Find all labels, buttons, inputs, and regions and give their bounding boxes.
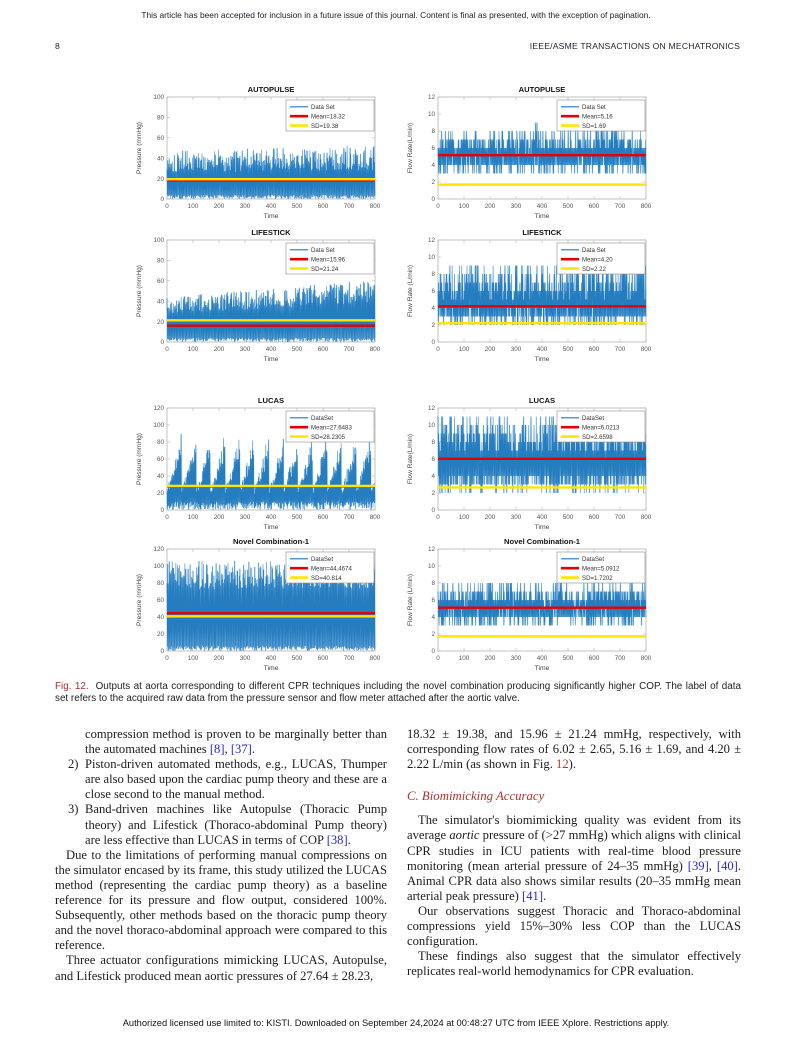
svg-text:10: 10 bbox=[427, 563, 435, 571]
svg-text:200: 200 bbox=[213, 655, 225, 662]
legend-entry: DataSet bbox=[582, 556, 605, 563]
list-item: compression method is proven to be marginally better than the automated machines [8], [37]. bbox=[85, 727, 387, 757]
svg-text:600: 600 bbox=[588, 203, 600, 210]
legend-entry: Mean=44.4674 bbox=[311, 565, 352, 573]
svg-text:800: 800 bbox=[640, 655, 652, 662]
svg-text:500: 500 bbox=[291, 514, 303, 521]
chart-title: LUCAS bbox=[528, 396, 556, 405]
chart-autopulse-pressure bbox=[132, 83, 382, 233]
svg-text:2: 2 bbox=[431, 179, 435, 187]
svg-text:200: 200 bbox=[484, 514, 496, 521]
svg-text:300: 300 bbox=[510, 655, 522, 662]
paragraph: 18.32 ± 19.38, and 15.96 ± 21.24 mmHg, respectively, with corresponding flow rates of 6.02 ± 2.65, 5.16 ± 1.69, and 4.20 ± 2.22 L/min (as shown in Fig. 12). bbox=[407, 727, 741, 772]
svg-text:80: 80 bbox=[156, 114, 164, 122]
svg-text:500: 500 bbox=[291, 655, 303, 662]
svg-text:0: 0 bbox=[436, 514, 440, 521]
svg-text:8: 8 bbox=[431, 580, 435, 588]
chart-lifestick-flow bbox=[403, 226, 653, 376]
page-number: 8 bbox=[55, 41, 60, 51]
x-axis-label: Time bbox=[263, 665, 279, 672]
svg-text:0: 0 bbox=[165, 655, 169, 662]
svg-text:400: 400 bbox=[265, 203, 277, 210]
svg-text:700: 700 bbox=[343, 514, 355, 521]
body-left-column bbox=[55, 727, 387, 984]
svg-text:12: 12 bbox=[427, 94, 435, 102]
x-axis-label: Time bbox=[534, 356, 550, 363]
legend-entry: Data Set bbox=[582, 104, 606, 111]
svg-text:12: 12 bbox=[427, 546, 435, 554]
acceptance-notice: This article has been accepted for inclusion in a future issue of this journal. Content is final as presented, with the exception of pagination. bbox=[141, 10, 651, 20]
chart-title: Novel Combination-1 bbox=[233, 537, 309, 546]
svg-text:12: 12 bbox=[427, 405, 435, 413]
svg-text:0: 0 bbox=[431, 507, 435, 515]
svg-text:100: 100 bbox=[187, 514, 199, 521]
svg-text:400: 400 bbox=[536, 514, 548, 521]
y-axis-label: Pressure (mmHg) bbox=[136, 432, 143, 486]
svg-text:600: 600 bbox=[317, 655, 329, 662]
x-axis-label: Time bbox=[263, 213, 279, 220]
svg-text:500: 500 bbox=[291, 203, 303, 210]
x-axis-label: Time bbox=[534, 665, 550, 672]
svg-text:60: 60 bbox=[156, 278, 164, 285]
legend-entry: Mean=5.16 bbox=[582, 113, 613, 121]
svg-text:0: 0 bbox=[160, 196, 164, 204]
legend-entry: DataSet bbox=[311, 415, 334, 422]
y-axis-label: Flow Rate(L/min) bbox=[407, 433, 414, 485]
svg-text:6: 6 bbox=[431, 145, 435, 153]
svg-text:80: 80 bbox=[156, 580, 164, 588]
svg-text:700: 700 bbox=[614, 655, 626, 662]
legend-entry: DataSet bbox=[311, 556, 334, 563]
citation-link[interactable]: [40] bbox=[716, 858, 738, 873]
svg-text:10: 10 bbox=[427, 111, 435, 119]
y-axis-label: Pressure (mmHg) bbox=[136, 121, 143, 175]
svg-text:4: 4 bbox=[431, 473, 435, 481]
svg-text:2: 2 bbox=[431, 631, 435, 639]
svg-text:40: 40 bbox=[156, 155, 164, 163]
paragraph: Three actuator configurations mimicking LUCAS, Autopulse, and Lifestick produced mean aortic pressures of 27.64 ± 28.23, bbox=[55, 953, 387, 983]
svg-text:400: 400 bbox=[265, 514, 277, 521]
svg-text:300: 300 bbox=[239, 514, 251, 521]
svg-text:20: 20 bbox=[156, 318, 164, 326]
svg-text:0: 0 bbox=[165, 346, 169, 353]
svg-text:800: 800 bbox=[640, 514, 652, 521]
citation-link[interactable]: [41] bbox=[522, 888, 544, 903]
legend-entry: SD=2.6598 bbox=[582, 433, 613, 441]
legend-entry: SD=2.22 bbox=[582, 265, 606, 273]
legend-entry: DataSet bbox=[582, 415, 605, 422]
legend-entry: SD=1.69 bbox=[582, 122, 606, 130]
svg-text:300: 300 bbox=[239, 346, 251, 353]
svg-text:20: 20 bbox=[156, 175, 164, 183]
svg-text:100: 100 bbox=[187, 655, 199, 662]
svg-text:800: 800 bbox=[640, 203, 652, 210]
chart-title: LUCAS bbox=[257, 396, 285, 405]
chart-title: LIFESTICK bbox=[251, 228, 291, 237]
svg-text:400: 400 bbox=[265, 655, 277, 662]
svg-text:600: 600 bbox=[588, 346, 600, 353]
svg-text:20: 20 bbox=[156, 490, 164, 498]
svg-text:200: 200 bbox=[484, 346, 496, 353]
citation-link[interactable]: [38] bbox=[326, 832, 348, 847]
svg-text:400: 400 bbox=[265, 346, 277, 353]
list-number: 2) bbox=[68, 757, 79, 772]
legend-entry: Mean=6.0213 bbox=[582, 424, 620, 432]
svg-text:800: 800 bbox=[369, 203, 381, 210]
legend-entry: Data Set bbox=[311, 104, 335, 111]
svg-text:0: 0 bbox=[431, 196, 435, 204]
list-item: 3) Band-driven machines like Autopulse (Thoracic Pump theory) and Lifestick (Thoraco-abdominal Pump theory) are less effective than LUCAS in terms of COP [38]. bbox=[68, 802, 387, 847]
svg-text:700: 700 bbox=[614, 514, 626, 521]
legend-entry: Mean=15.96 bbox=[311, 256, 346, 264]
svg-text:200: 200 bbox=[213, 203, 225, 210]
legend-entry: Data Set bbox=[311, 247, 335, 254]
svg-text:0: 0 bbox=[436, 203, 440, 210]
svg-text:8: 8 bbox=[431, 128, 435, 136]
y-axis-label: Flow Rate(L/min) bbox=[407, 122, 414, 174]
svg-text:500: 500 bbox=[291, 346, 303, 353]
svg-text:6: 6 bbox=[431, 288, 435, 296]
citation-link[interactable]: [37] bbox=[230, 742, 252, 757]
x-axis-label: Time bbox=[263, 356, 279, 363]
svg-text:80: 80 bbox=[156, 439, 164, 447]
x-axis-label: Time bbox=[534, 524, 550, 531]
svg-text:600: 600 bbox=[588, 655, 600, 662]
legend-entry: Mean=18.32 bbox=[311, 113, 346, 121]
chart-lucas-flow bbox=[403, 394, 653, 544]
svg-text:60: 60 bbox=[156, 597, 164, 605]
svg-text:300: 300 bbox=[510, 514, 522, 521]
y-axis-label: Pressure (mmHg) bbox=[136, 573, 143, 627]
svg-text:2: 2 bbox=[431, 322, 435, 330]
citation-link[interactable]: [39] bbox=[687, 858, 709, 873]
svg-text:100: 100 bbox=[458, 346, 470, 353]
paragraph: Due to the limitations of performing manual compressions on the simulator encased by its frame, this study utilized the LUCAS method (representing the cardiac pump theory) as a baseline reference for its pressure and flow output, considered 100%. Subsequently, other methods based on the thoracic pump theory and the novel thoraco-abdominal approach were compared to this reference. bbox=[55, 847, 387, 953]
chart-title: Novel Combination-1 bbox=[504, 537, 580, 546]
legend-entry: Mean=27.6483 bbox=[311, 424, 352, 432]
chart-title: AUTOPULSE bbox=[518, 85, 566, 94]
svg-text:700: 700 bbox=[614, 346, 626, 353]
paragraph: Our observations suggest Thoracic and Thoraco-abdominal compressions yield 15%–30% less COP than the LUCAS configuration. bbox=[407, 903, 741, 949]
svg-text:600: 600 bbox=[317, 203, 329, 210]
paragraph: The simulator's biomimicking quality was evident from its average aortic pressure of (>27 mmHg) which aligns with clinical CPR studies in ICU patients with real-time blood pressure monitoring (mean arterial pressure of 24–35 mmHg) [39], [40]. Animal CPR data also shows similar results (20–35 mmHg mean arterial peak pressure) [41]. bbox=[407, 813, 742, 903]
list-number: 3) bbox=[68, 802, 79, 817]
svg-text:100: 100 bbox=[458, 514, 470, 521]
svg-text:100: 100 bbox=[153, 237, 164, 245]
svg-text:100: 100 bbox=[458, 655, 470, 662]
svg-text:400: 400 bbox=[536, 655, 548, 662]
svg-text:10: 10 bbox=[427, 254, 435, 262]
license-footer: Authorized licensed use limited to: KISTI. Downloaded on September 24,2024 at 00:48:27 UTC from IEEE Xplore. Restrictions apply. bbox=[122, 1018, 670, 1028]
svg-text:40: 40 bbox=[156, 298, 164, 306]
svg-text:0: 0 bbox=[160, 648, 164, 656]
y-axis-label: Flow Rate (L/min) bbox=[407, 264, 414, 318]
svg-text:2: 2 bbox=[431, 490, 435, 498]
svg-text:200: 200 bbox=[213, 346, 225, 353]
svg-text:80: 80 bbox=[156, 257, 164, 265]
svg-text:600: 600 bbox=[317, 346, 329, 353]
y-axis-label: Pressure (mmHg) bbox=[136, 264, 143, 318]
svg-text:4: 4 bbox=[431, 162, 435, 170]
svg-text:100: 100 bbox=[458, 203, 470, 210]
svg-text:60: 60 bbox=[156, 456, 164, 464]
legend-entry: SD=1.7202 bbox=[582, 574, 613, 582]
svg-text:100: 100 bbox=[153, 94, 164, 102]
svg-text:300: 300 bbox=[510, 203, 522, 210]
svg-text:20: 20 bbox=[156, 631, 164, 639]
legend-entry: SD=28.2305 bbox=[311, 433, 346, 441]
svg-text:0: 0 bbox=[436, 346, 440, 353]
chart-novel-combination-1-pressure bbox=[132, 535, 382, 685]
svg-text:120: 120 bbox=[153, 405, 164, 413]
list-item: 2) Piston-driven automated methods, e.g., LUCAS, Thumper are also based upon the cardiac pump theory and these are a close second to the manual method. bbox=[68, 757, 387, 802]
chart-lucas-pressure bbox=[132, 394, 382, 544]
svg-text:300: 300 bbox=[510, 346, 522, 353]
svg-text:200: 200 bbox=[484, 203, 496, 210]
figure-caption-label: Fig. 12. bbox=[55, 681, 89, 692]
svg-text:100: 100 bbox=[187, 346, 199, 353]
svg-text:8: 8 bbox=[431, 271, 435, 279]
svg-text:300: 300 bbox=[239, 655, 251, 662]
svg-text:800: 800 bbox=[369, 346, 381, 353]
svg-text:300: 300 bbox=[239, 203, 251, 210]
figure-reference[interactable]: 12 bbox=[556, 757, 569, 772]
body-right-column bbox=[407, 727, 741, 979]
svg-text:0: 0 bbox=[165, 514, 169, 521]
legend-entry: Mean=5.0912 bbox=[582, 565, 620, 573]
svg-text:500: 500 bbox=[562, 203, 574, 210]
svg-text:700: 700 bbox=[343, 203, 355, 210]
svg-text:6: 6 bbox=[431, 597, 435, 605]
legend-entry: SD=21.24 bbox=[311, 265, 339, 273]
svg-text:40: 40 bbox=[156, 614, 164, 622]
section-heading: C. Biomimicking Accuracy bbox=[407, 789, 545, 804]
paragraph: These findings also suggest that the simulator effectively replicates real-world hemodynamics for CPR evaluation. bbox=[407, 949, 741, 979]
svg-text:800: 800 bbox=[640, 346, 652, 353]
svg-text:200: 200 bbox=[213, 514, 225, 521]
svg-text:10: 10 bbox=[427, 422, 435, 430]
svg-text:60: 60 bbox=[156, 135, 164, 142]
svg-text:0: 0 bbox=[431, 648, 435, 656]
svg-text:500: 500 bbox=[562, 514, 574, 521]
svg-text:8: 8 bbox=[431, 439, 435, 447]
svg-text:600: 600 bbox=[588, 514, 600, 521]
svg-text:700: 700 bbox=[343, 346, 355, 353]
x-axis-label: Time bbox=[534, 213, 550, 220]
chart-title: AUTOPULSE bbox=[247, 85, 295, 94]
svg-text:4: 4 bbox=[431, 614, 435, 622]
svg-text:700: 700 bbox=[343, 655, 355, 662]
svg-text:100: 100 bbox=[187, 203, 199, 210]
journal-title: IEEE/ASME TRANSACTIONS ON MECHATRONICS bbox=[529, 41, 740, 51]
chart-title: LIFESTICK bbox=[522, 228, 562, 237]
x-axis-label: Time bbox=[263, 524, 279, 531]
legend-entry: Mean=4.20 bbox=[582, 256, 613, 264]
svg-text:6: 6 bbox=[431, 456, 435, 464]
svg-text:500: 500 bbox=[562, 655, 574, 662]
chart-autopulse-flow bbox=[403, 83, 653, 233]
svg-text:400: 400 bbox=[536, 346, 548, 353]
svg-text:700: 700 bbox=[614, 203, 626, 210]
figure-caption-text: Outputs at aorta corresponding to different CPR techniques including the novel combination producing significantly higher COP. The label of data set refers to the acquired raw data from the pressure sensor and flow meter attached after the aortic valve. bbox=[55, 681, 741, 704]
svg-text:0: 0 bbox=[160, 339, 164, 347]
svg-text:800: 800 bbox=[369, 655, 381, 662]
figure-caption bbox=[55, 681, 741, 704]
svg-text:400: 400 bbox=[536, 203, 548, 210]
svg-text:0: 0 bbox=[431, 339, 435, 347]
legend-entry: SD=40.814 bbox=[311, 574, 342, 582]
chart-novel-combination-1-flow bbox=[403, 535, 653, 685]
legend-entry: SD=19.38 bbox=[311, 122, 339, 130]
svg-text:100: 100 bbox=[153, 563, 164, 571]
svg-text:40: 40 bbox=[156, 473, 164, 481]
svg-text:4: 4 bbox=[431, 305, 435, 313]
svg-text:120: 120 bbox=[153, 546, 164, 554]
svg-text:500: 500 bbox=[562, 346, 574, 353]
svg-text:12: 12 bbox=[427, 237, 435, 245]
svg-text:200: 200 bbox=[484, 655, 496, 662]
svg-text:600: 600 bbox=[317, 514, 329, 521]
y-axis-label: Flow Rate (L/min) bbox=[407, 573, 414, 627]
svg-text:0: 0 bbox=[160, 507, 164, 515]
svg-text:0: 0 bbox=[436, 655, 440, 662]
svg-text:800: 800 bbox=[369, 514, 381, 521]
chart-lifestick-pressure bbox=[132, 226, 382, 376]
citation-link[interactable]: [8] bbox=[209, 742, 225, 757]
legend-entry: Data Set bbox=[582, 247, 606, 254]
svg-text:100: 100 bbox=[153, 422, 164, 430]
svg-text:0: 0 bbox=[165, 203, 169, 210]
